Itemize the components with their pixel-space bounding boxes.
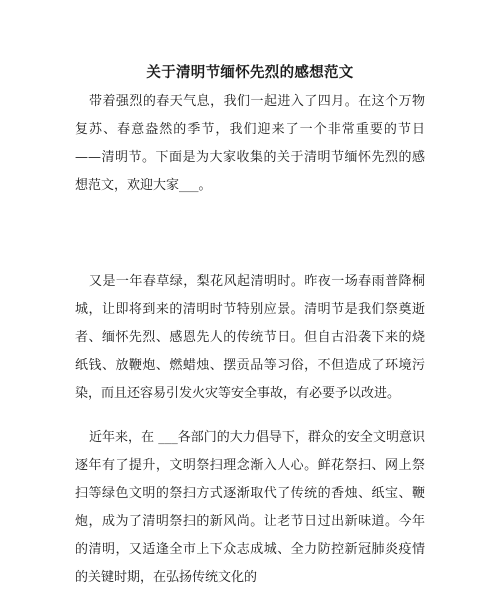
- document-title: 关于清明节缅怀先烈的感想范文: [146, 64, 354, 81]
- paragraph-recent-years: 近年来，在 ___各部门的大力倡导下，群众的安全文明意识逐年有了提升，文明祭扫理念渐入人心。鲜花祭扫、网上祭扫等绿色文明的祭扫方式逐渐取代了传统的香烛、纸宝、鞭炮，成为了清明祭扫的新风尚。让老节日过出新味道。今年的清明，又适逢全市上下众志成城、全力防控新冠肺炎疫情的关键时期，在弘扬传统文化的: [75, 430, 425, 585]
- paragraph-intro: 带着强烈的春天气息，我们一起进入了四月。在这个万物复苏、春意盎然的季节，我们迎来了一个非常重要的节日——清明节。下面是为大家收集的关于清明节缅怀先烈的感想范文，欢迎大家___。: [75, 94, 425, 193]
- paragraph-spring: 又是一年春草绿，梨花风起清明时。昨夜一场春雨普降桐城，让即将到来的清明时节特别应景。清明节是我们祭奠逝者、缅怀先烈、感恩先人的传统节日。但自古沿袭下来的烧纸钱、放鞭炮、燃蜡烛、摆贡品等习俗，不但造成了环境污染，而且还容易引发火灾等安全事故，有必要予以改进。: [75, 274, 425, 401]
